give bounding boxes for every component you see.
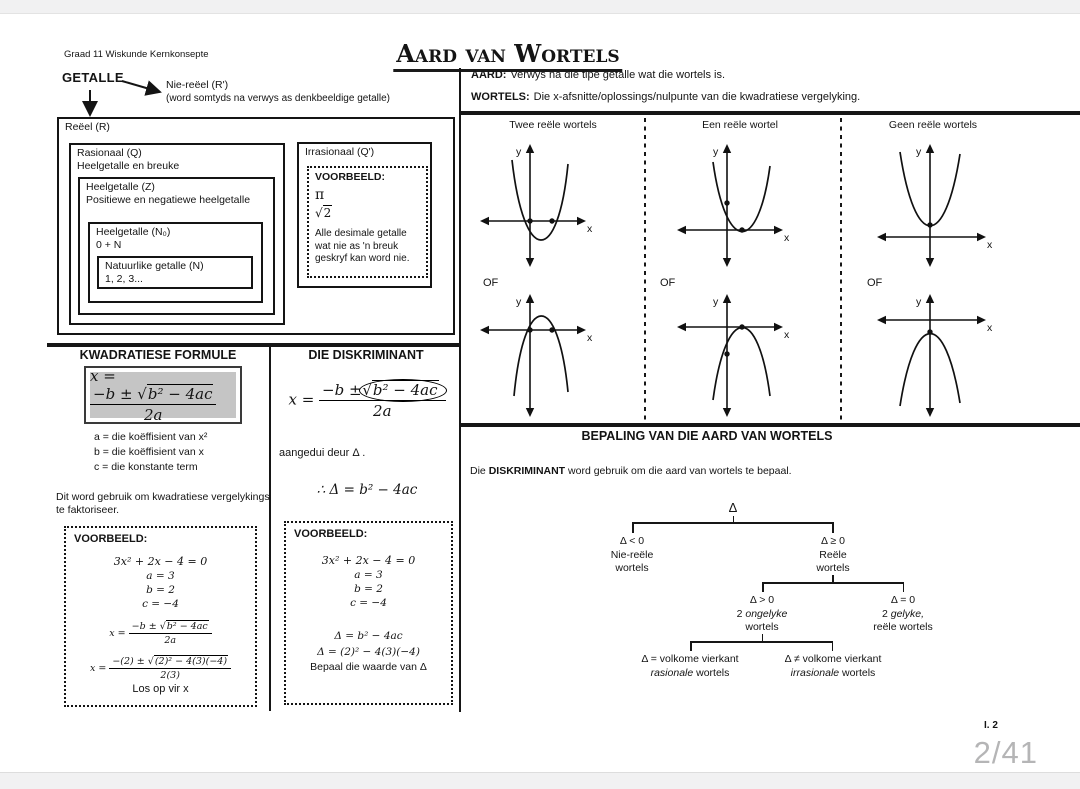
divider-under-graphs: [461, 423, 1080, 427]
bepaling-title: BEPALING VAN DIE AARD VAN WORTELS: [581, 429, 833, 443]
set-box-natuurlike: [97, 256, 253, 289]
svg-text:y: y: [916, 296, 922, 308]
parabola-graph-down-none: [867, 288, 1017, 423]
substitution-formula: x = $\frac{\text{−b ± √b² − 4ac}}{2a}$: [74, 621, 247, 646]
quadratic-formula: x = $\frac{\text{−b ± √b² − 4ac}}{2a}$: [90, 367, 236, 424]
page-title: Aard van Wortels: [393, 39, 622, 72]
set-sublabel-natuurlike: 1, 2, 3...: [105, 273, 143, 285]
aard-definition: AARD: Verwys na die tipe getalle wat die wortels is.: [471, 69, 726, 81]
divider-under-sets: [47, 343, 460, 347]
quadratic-formula-box: [84, 366, 242, 424]
viewer-top-bar: [0, 0, 1080, 14]
delta-note: aangedui deur Δ .: [279, 447, 366, 459]
tree-connector: [832, 522, 834, 533]
graph-dashed-divider-2: [840, 118, 842, 423]
tree-connector: [762, 582, 904, 584]
svg-text:y: y: [516, 146, 522, 158]
delta-calculation: Δ = b² − 4ac Δ = (2)² − 4(3)(−4): [317, 630, 420, 658]
sqrt2-symbol: √2: [315, 206, 332, 220]
factorise-note: Dit word gebruik om kwadratiese vergelykings te faktoriseer.: [56, 491, 270, 516]
solve-instruction: Los op vir x: [132, 683, 189, 695]
example-equations: 3x² + 2x − 4 = 0 a = 3 b = 2 c = −4: [321, 554, 416, 609]
tree-node-perfect-square: Δ = volkome vierkant rasionale wortels: [641, 653, 739, 679]
set-label-rasionaal: Rasionaal (Q): [77, 147, 142, 159]
left-column-divider: [269, 345, 271, 711]
svg-text:y: y: [916, 146, 922, 158]
pi-symbol: π: [315, 187, 325, 203]
svg-text:x: x: [784, 232, 790, 244]
tree-node-delta-negative: Δ < 0 Nie-reële wortels: [610, 535, 654, 574]
svg-text:x: x: [784, 329, 790, 341]
diskriminant-formula: x = $\frac{\text{−b ± √b² − 4ac}}{2a}$: [277, 381, 457, 420]
graph-dashed-divider-1: [644, 118, 646, 423]
svg-text:y: y: [516, 296, 522, 308]
svg-text:x: x: [587, 332, 593, 344]
example-label: VOORBEELD:: [294, 528, 368, 540]
kwadratiese-formule-title: KWADRATIESE FORMULE: [79, 348, 237, 362]
example-label: VOORBEELD:: [315, 171, 386, 183]
wortels-definition: WORTELS: Die x-afsnitte/oplossings/nulpunte van die kwadratiese vergelyking.: [471, 91, 861, 103]
of-label: OF: [483, 277, 499, 289]
graph-column-title: Twee reële wortels: [509, 119, 597, 131]
svg-text:x: x: [987, 239, 993, 251]
tree-connector: [632, 522, 634, 533]
of-label: OF: [660, 277, 676, 289]
set-sublabel-rasionaal: Heelgetalle en breuke: [77, 160, 180, 172]
graph-column-title: Een reële wortel: [702, 119, 778, 131]
bepaling-intro: Die DISKRIMINANT word gebruik om die aard van wortels te bepaal.: [470, 465, 792, 477]
set-label-irrasionaal: Irrasionaal (Q'): [305, 146, 375, 158]
coefficient-definitions: a = die koëffisient van x² b = die koëffisient van x c = die konstante term: [94, 431, 208, 473]
substituted-values: x = $\frac{\text{−(2) ± √(2)² − 4(3)(−4)}}{2(3)}$: [74, 656, 247, 681]
set-label-heelgetalle-z: Heelgetalle (Z): [86, 181, 155, 193]
viewer-bottom-bar: [0, 772, 1080, 789]
tree-node-not-perfect-square: Δ ≠ volkome vierkant irrasionale wortels: [784, 653, 882, 679]
tree-connector: [690, 641, 833, 643]
parabola-graph-up-two: [472, 138, 622, 273]
parabola-graph-down-one: [669, 288, 819, 423]
tree-node-delta-positive: Δ > 0 2 ongelyke wortels: [736, 594, 788, 633]
svg-text:y: y: [713, 296, 719, 308]
parabola-graph-up-one: [669, 138, 819, 273]
svg-text:x: x: [987, 322, 993, 334]
svg-text:y: y: [713, 146, 719, 158]
divider-under-definitions: [461, 111, 1080, 115]
of-label: OF: [867, 277, 883, 289]
nie-reeel-label: Nie-reëel (R'): [166, 79, 229, 91]
tree-connector: [903, 582, 905, 592]
tree-connector: [632, 522, 833, 524]
irrasionaal-example-box: [307, 166, 428, 278]
parabola-graph-down-two: [472, 288, 622, 423]
set-label-reeel: Reëel (R): [65, 121, 110, 133]
delta-task: Bepaal die waarde van Δ: [310, 661, 427, 673]
diskriminant-title: DIE DISKRIMINANT: [308, 348, 424, 362]
set-label-heelgetalle-n0: Heelgetalle (N₀): [96, 226, 171, 238]
getalle-heading: GETALLE: [62, 70, 124, 85]
tree-connector: [832, 641, 834, 651]
tree-root-delta: Δ: [728, 500, 738, 515]
tree-node-delta-zero: Δ = 0 2 gelyke, reële wortels: [873, 594, 933, 633]
nie-reeel-note: (word somtyds na verwys as denkbeeldige getalle): [166, 93, 390, 104]
set-label-natuurlike: Natuurlike getalle (N): [105, 260, 204, 272]
diskriminant-example-box: [284, 521, 453, 705]
tree-connector: [690, 641, 692, 651]
therefore-equation: ∴ Δ = b² − 4ac: [316, 482, 418, 498]
example-equations: 3x² + 2x − 4 = 0 a = 3 b = 2 c = −4: [113, 555, 208, 610]
kwadratiese-example-box: [64, 526, 257, 707]
course-header: Graad 11 Wiskunde Kernkonsepte: [64, 49, 209, 60]
graph-column-title: Geen reële wortels: [888, 119, 978, 131]
svg-text:x: x: [587, 223, 593, 235]
example-label: VOORBEELD:: [74, 533, 148, 545]
page-indicator: 2/41: [973, 735, 1038, 770]
main-vertical-divider: [459, 68, 461, 712]
document-footer-ref: I. 2: [984, 720, 998, 731]
set-sublabel-heelgetalle-z: Positiewe en negatiewe heelgetalle: [86, 194, 251, 206]
parabola-graph-up-none: [867, 138, 1017, 273]
tree-connector: [762, 582, 764, 592]
set-sublabel-heelgetalle-n0: 0 + N: [96, 239, 122, 251]
tree-node-delta-nonnegative: Δ ≥ 0 Reële wortels: [816, 535, 850, 574]
irrasionaal-note: Alle desimale getalle wat nie as 'n breuk geskryf kan word nie.: [315, 228, 410, 264]
